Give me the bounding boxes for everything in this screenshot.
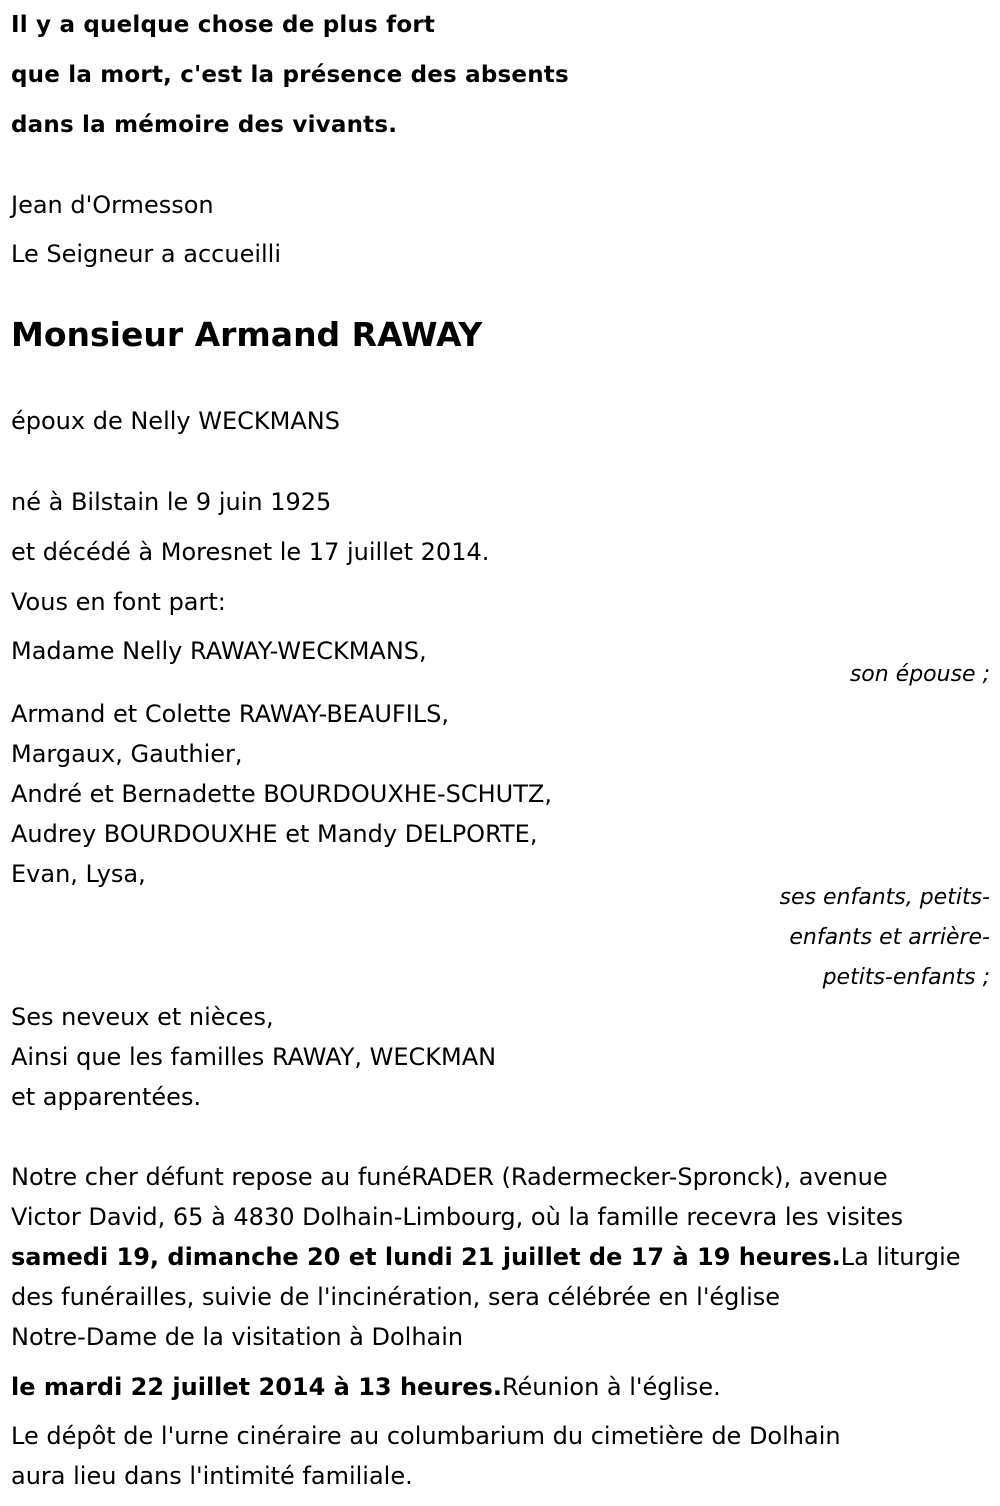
intro-text: Le Seigneur a accueilli xyxy=(11,240,282,268)
funeral-line-3 xyxy=(11,1242,961,1272)
death-line: et décédé à Moresnet le 17 juillet 2014. xyxy=(11,538,490,566)
visits-schedule: samedi 19, dimanche 20 et lundi 21 juillet de 17 à 19 heures. xyxy=(11,1243,841,1271)
children-line-1: Armand et Colette RAWAY-BEAUFILS, xyxy=(11,700,450,728)
quote-line-1: Il y a quelque chose de plus fort xyxy=(11,12,436,38)
funeral-line-1: Notre cher défunt repose au funéRADER (Radermecker-Spronck), avenue xyxy=(11,1163,888,1191)
quote-line-2: que la mort, c'est la présence des absents xyxy=(11,62,569,88)
children-line-4: Audrey BOURDOUXHE et Mandy DELPORTE, xyxy=(11,820,538,848)
others-line-1: Ses neveux et nièces, xyxy=(11,1003,274,1031)
funeral-date-line xyxy=(11,1372,721,1402)
funeral-date: le mardi 22 juillet 2014 à 13 heures. xyxy=(11,1373,502,1401)
visits-after: La liturgie xyxy=(840,1243,961,1271)
birth-line: né à Bilstain le 9 juin 1925 xyxy=(11,488,332,516)
spouse-role: son épouse ; xyxy=(849,662,990,687)
children-role-3: petits-enfants ; xyxy=(822,965,990,990)
deceased-name: Monsieur Armand RAWAY xyxy=(11,315,483,354)
funeral-date-after: Réunion à l'église. xyxy=(501,1373,721,1401)
others-line-3: et apparentées. xyxy=(11,1083,202,1111)
children-line-5: Evan, Lysa, xyxy=(11,860,146,888)
children-line-2: Margaux, Gauthier, xyxy=(11,740,243,768)
children-role-2: enfants et arrière- xyxy=(789,925,990,950)
others-line-2: Ainsi que les familles RAWAY, WECKMAN xyxy=(11,1043,497,1071)
funeral-line-4: des funérailles, suivie de l'incinération, sera célébrée en l'église xyxy=(11,1283,781,1311)
announce-line: Vous en font part: xyxy=(11,588,226,616)
quote-author: Jean d'Ormesson xyxy=(11,191,214,219)
spouse-line: époux de Nelly WECKMANS xyxy=(11,407,340,435)
quote-line-3: dans la mémoire des vivants. xyxy=(11,112,398,138)
urn-line-2: aura lieu dans l'intimité familiale. xyxy=(11,1462,413,1490)
children-role-1: ses enfants, petits- xyxy=(779,885,990,910)
spouse-name: Madame Nelly RAWAY-WECKMANS, xyxy=(11,637,427,665)
funeral-line-5: Notre-Dame de la visitation à Dolhain xyxy=(11,1323,464,1351)
children-line-3: André et Bernadette BOURDOUXHE-SCHUTZ, xyxy=(11,780,552,808)
funeral-line-2: Victor David, 65 à 4830 Dolhain-Limbourg, où la famille recevra les visites xyxy=(11,1203,904,1231)
urn-line-1: Le dépôt de l'urne cinéraire au columbarium du cimetière de Dolhain xyxy=(11,1422,841,1450)
